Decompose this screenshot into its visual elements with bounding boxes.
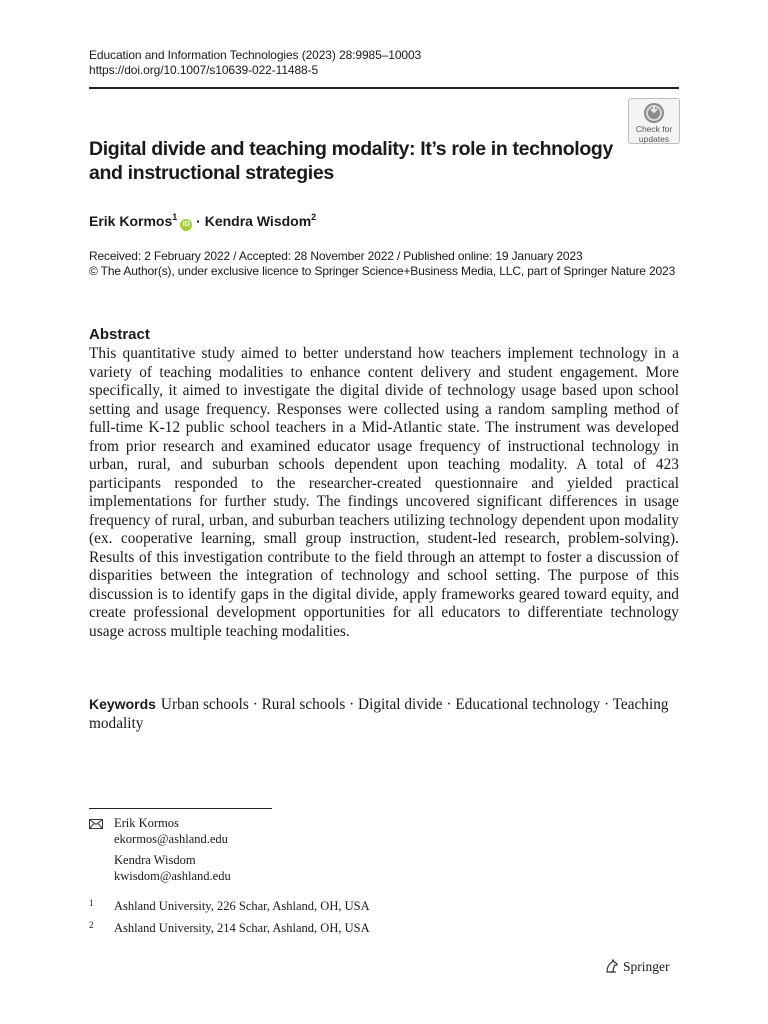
copyright-notice: © The Author(s), under exclusive licence to Springer Science+Business Media, LLC, part of Springer Nature 2023	[89, 264, 676, 278]
affiliation-text: Ashland University, 214 Schar, Ashland, OH, USA	[114, 921, 370, 935]
check-for-updates-label-2: updates	[638, 133, 670, 144]
envelope-icon	[89, 818, 103, 834]
journal-citation: Education and Information Technologies (2023) 28:9985–10003	[89, 48, 422, 62]
contact-name: Kendra Wisdom	[114, 853, 196, 867]
contact-name: Erik Kormos	[114, 816, 179, 830]
author-separator: ·	[196, 213, 201, 229]
header-divider	[89, 87, 679, 89]
history-dates: Received: 2 February 2022 / Accepted: 28 November 2022 / Published online: 19 January 2023	[89, 249, 583, 263]
journal-header	[89, 48, 421, 78]
author-affiliation-sup: 1	[172, 212, 178, 222]
affiliation-number: 1	[89, 898, 94, 908]
springer-horse-icon	[604, 958, 620, 974]
publication-dates	[89, 249, 679, 279]
affiliation-text: Ashland University, 226 Schar, Ashland, OH, USA	[114, 899, 370, 913]
check-for-updates-icon	[643, 102, 665, 124]
springer-logo	[604, 958, 670, 976]
publisher-name: Springer	[623, 959, 670, 974]
keywords-section	[89, 695, 679, 733]
author-name[interactable]: Erik Kormos	[89, 213, 173, 229]
orcid-icon[interactable]: iD	[180, 219, 192, 231]
author-affiliation-sup: 2	[311, 212, 317, 222]
keywords-list: Urban schools · Rural schools · Digital divide · Educational technology · Teaching modality	[89, 696, 669, 732]
author-name[interactable]: Kendra Wisdom	[204, 213, 312, 229]
author-list	[89, 208, 316, 231]
abstract-text: This quantitative study aimed to better understand how teachers implement technology in a variety of teaching modalities to enhance content delivery and student engagement. More specifically, it aimed to investigate the digital divide of technology usage based upon school setting and usage frequency. Responses were collected using a random sampling method of full-time K-12 public school teachers in a Mid-Atlantic state. The instrument was developed from prior research and examined educator usage frequency of instructional technology in urban, rural, and suburban schools dependent upon teaching modality. A total of 423 participants responded to the researcher-created questionnaire and yielded practical implementations for further study. The findings uncovered significant differences in usage frequency of rural, urban, and suburban teachers utilizing technology dependent upon modality (ex. cooperative learning, small group instruction, student-led research, problem-solving). Results of this investigation contribute to the field through an attempt to foster a discussion of disparities between the integration of technology and school setting. The purpose of this discussion is to identify gaps in the digital divide, apply frameworks geared toward equity, and create professional development opportunities for all educators to differentiate technology usage across multiple teaching modalities.	[89, 345, 679, 640]
contact-email[interactable]: kwisdom@ashland.edu	[114, 868, 231, 883]
doi-link[interactable]: https://doi.org/10.1007/s10639-022-11488-5	[89, 63, 319, 77]
contact-author-2	[114, 853, 414, 884]
contact-author-1	[114, 816, 414, 847]
abstract-heading: Abstract	[89, 326, 150, 343]
affiliation-number: 2	[89, 920, 94, 930]
keywords-label: Keywords	[89, 696, 156, 712]
article-title: Digital divide and teaching modality: It’s role in technology and instructional strategies	[89, 138, 613, 184]
contact-email[interactable]: ekormos@ashland.edu	[114, 831, 228, 846]
footnote-divider	[89, 808, 272, 809]
check-for-updates-label-1: Check for	[635, 124, 673, 134]
